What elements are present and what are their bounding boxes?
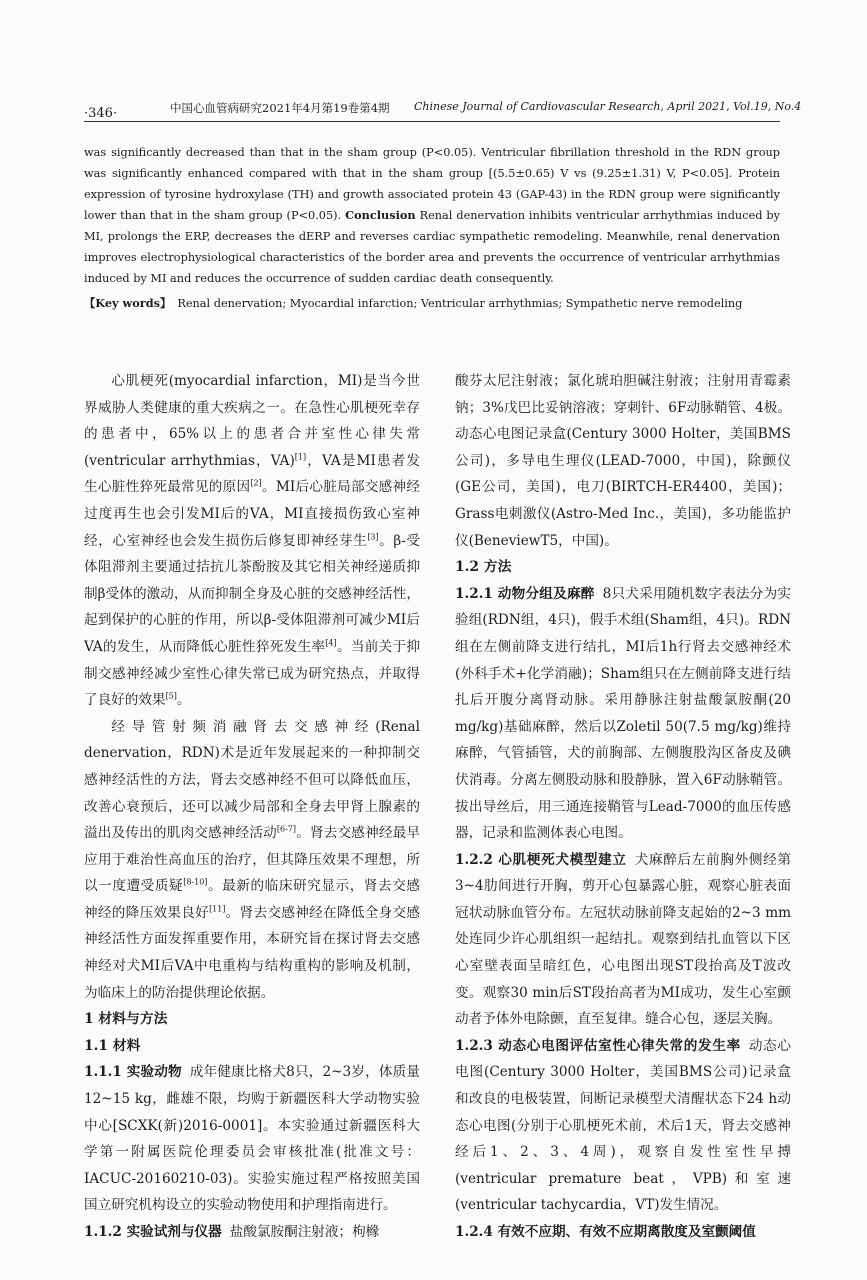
subsection-label: 1.2.3 动态心电图评估室性心律失常的发生率 — [455, 1037, 741, 1054]
subsection-1-2-2 — [455, 847, 791, 1033]
intro-text: ，VA是MI患者发生心脏性猝死最常见的原因 — [84, 452, 420, 496]
citation: [2] — [250, 478, 262, 488]
conclusion-text: Renal denervation inhibits ventricular arrhythmias induced by MI, prolongs the ERP, decreases the dERP and reverses cardiac sympathetic remodeling. Meanwhile, renal denervation improves electrophysiological characteristics of the border area and prevents the occurrence of ventricular arrhythmias induced by MI and reduces the occurrence of sudden cardiac death consequently. — [84, 209, 781, 285]
intro-paragraph-2 — [84, 714, 420, 1007]
subsection-label: 1.1.1 实验动物 — [84, 1064, 182, 1081]
header-rule — [84, 121, 780, 122]
citation: [5] — [165, 691, 177, 701]
intro-paragraph-1 — [84, 368, 420, 714]
citation: [6-7] — [276, 824, 297, 834]
subsection-text: 8只犬采用随机数字表法分为实验组(RDN组，4只)，假手术组(Sham组，4只)。RDN组在左侧前降支进行结扎，MI后1h行肾去交感神经术(外科手术+化学消融)；Sham组只在左侧前降支进行结扎后开腹分离肾动脉。采用静脉注射盐酸氯胺酮(20 mg/kg)基础麻醉，然后以Zoletil 50(7.5 mg/kg)维持麻醉，气管插管，犬的前胸部、左侧腹股沟区备皮及碘伏消毒。分离左侧股动脉和股静脉，置入6F动脉鞘管。拔出导丝后，用三通连接鞘管与Lead-7000的血压传感器，记录和监测体表心电图。 — [455, 585, 791, 842]
keywords — [84, 293, 780, 314]
citation: [3] — [367, 532, 379, 542]
citation: [1] — [294, 452, 307, 462]
intro-text: 。肾去交感神经最早应用于难治性高血压的治疗，但其降压效果不理想，所以一度遭受质疑 — [84, 825, 421, 895]
subsection-text: 动态心电图(Century 3000 Holter，美国BMS公司)记录盒和改良的电极装置，间断记录模型犬清醒状态下24 h动态心电图(分别于心肌梗死术前，术后1天，肾去交感神经后1、2、3、4周)，观察自发性室性早搏(ventricular premature beat，VPB)和室速(ventricular tachycardia，VT)发生情况。 — [455, 1037, 791, 1214]
right-column — [455, 368, 791, 1246]
running-header — [84, 100, 802, 121]
journal-title-en: Chinese Journal of Cardiovascular Research, April 2021, Vol.19, No.4 — [414, 100, 802, 113]
page-number: ·346· — [84, 106, 118, 121]
journal-title-cn: 中国心血管病研究2021年4月第19卷第4期 — [170, 101, 390, 115]
subsection-1-1-2 — [84, 1219, 420, 1246]
intro-text: 。 — [176, 692, 191, 709]
subsection-label: 1.2.2 心肌梗死犬模型建立 — [455, 851, 627, 868]
citation: [11] — [209, 904, 226, 914]
subsection-label: 1.1.2 实验试剂与仪器 — [84, 1224, 222, 1240]
abstract-paragraph — [84, 142, 780, 289]
conclusion-label: Conclusion — [345, 208, 416, 222]
citation: [8-10] — [183, 877, 208, 887]
abstract-block — [84, 142, 780, 314]
keywords-text: Renal denervation; Myocardial infarction; Ventricular arrhythmias; Sympathetic nerve remodeling — [177, 297, 743, 310]
section-heading-1: 1 材料与方法 — [84, 1011, 168, 1028]
subsection-1-2-3 — [455, 1033, 791, 1219]
intro-text: 。肾去交感神经在降低全身交感神经活性方面发挥重要作用，本研究旨在探讨肾去交感神经对犬MI后VA中电重构与结构重构的影响及机制，为临床上的防治提供理论依据。 — [84, 904, 421, 1001]
subsection-label: 1.2.1 动物分组及麻醉 — [455, 585, 595, 602]
intro-text: 心肌梗死(myocardial infarction，MI)是当今世界威胁人类健康的重大疾病之一。在急性心肌梗死幸存的患者中，65%以上的患者合并室性心律失常(ventricular arrhythmias，VA) — [84, 373, 420, 469]
intro-text: 。MI后心脏局部交感神经过度再生也会引发MI后的VA，MI直接损伤致心室神经，心室神经也会发生损伤后修复即神经芽生 — [84, 479, 421, 549]
subsection-1-2-4 — [455, 1219, 791, 1246]
subsection-text: 犬麻醉后左前胸外侧经第3~4肋间进行开胸，剪开心包暴露心脏，观察心脏表面冠状动脉血管分布。左冠状动脉前降支起始的2~3 mm处连同少许心肌组织一起结扎。观察到结扎血管以下区心室壁表面呈暗红色，心电图出现ST段抬高及T波改变。观察30 min后ST段抬高者为MI成功，发生心室颤动者予体外电除颤，直至复律。缝合心包，逐层关胸。 — [455, 851, 792, 1028]
intro-text: 。最新的临床研究显示，肾去交感神经的降压效果良好 — [84, 878, 420, 921]
abstract-text: was significantly decreased than that in the sham group (P<0.05). Ventricular fibrillation threshold in the RDN group was significantly enhanced compared with that in the sham group [(5.5±0.65) V vs (9.25±1.31) V, P<0.05]. Protein expression of tyrosine hydroxylase (TH) and growth associated protein 43 (GAP-43) in the RDN group were significantly lower than that in the sham group (P<0.05). — [84, 146, 780, 222]
keywords-label: 【Key words】 — [84, 296, 172, 310]
intro-text: 经导管射频消融肾去交感神经(Renal denervation，RDN)术是近年发展起来的一种抑制交感神经活性的方法，肾去交感神经不但可以降低血压，改善心衰预后，还可以减少局部和全身去甲肾上腺素的溢出及传出的肌肉交感神经活动 — [84, 718, 420, 842]
section-heading-1-1: 1.1 材料 — [84, 1037, 141, 1054]
subsection-label: 1.2.4 有效不应期、有效不应期离散度及室颤阈值 — [455, 1224, 756, 1240]
citation: [4] — [325, 638, 337, 648]
intro-text: 。β-受体阻滞剂主要通过拮抗儿茶酚胺及其它相关神经递质抑制β受体的激动，从而抑制全身及心脏的交感神经活性，起到保护的心脏的作用，所以β-受体阻滞剂可减少MI后VA的发生，从而降低心脏性猝死发生率 — [84, 532, 421, 655]
left-column — [84, 368, 420, 1246]
subsection-text: 成年健康比格犬8只，2~3岁，体质量12~15 kg，雌雄不限，均购于新疆医科大学动物实验中心[SCXK(新)2016-0001]。本实验通过新疆医科大学第一附属医院伦理委员会审核批准(批准文号：IACUC-20160210-03)。实验实施过程严格按照美国国立研究机构设立的实验动物使用和护理指南进行。 — [84, 1064, 420, 1214]
section-heading-1-2: 1.2 方法 — [455, 559, 512, 576]
materials-continued: 酸芬太尼注射液；氯化琥珀胆碱注射液；注射用青霉素钠；3%戊巴比妥钠溶液；穿刺针、6F动脉鞘管、4极。动态心电图记录盒(Century 3000 Holter，美国BMS公司)，多导电生理仪(LEAD-7000，中国)，除颤仪(GE公司，美国)，电刀(BIRTCH-ER4400，美国)；Grass电刺激仪(Astro-Med Inc.，美国)，多功能监护仪(BeneviewT5，中国)。 — [455, 373, 791, 549]
intro-text: 。当前关于抑制交感神经减少室性心律失常已成为研究热点，并取得了良好的效果 — [84, 638, 420, 709]
subsection-1-2-1 — [455, 581, 791, 847]
subsection-1-1-1 — [84, 1059, 420, 1219]
subsection-text: 盐酸氯胺酮注射液；枸橼 — [229, 1224, 380, 1240]
